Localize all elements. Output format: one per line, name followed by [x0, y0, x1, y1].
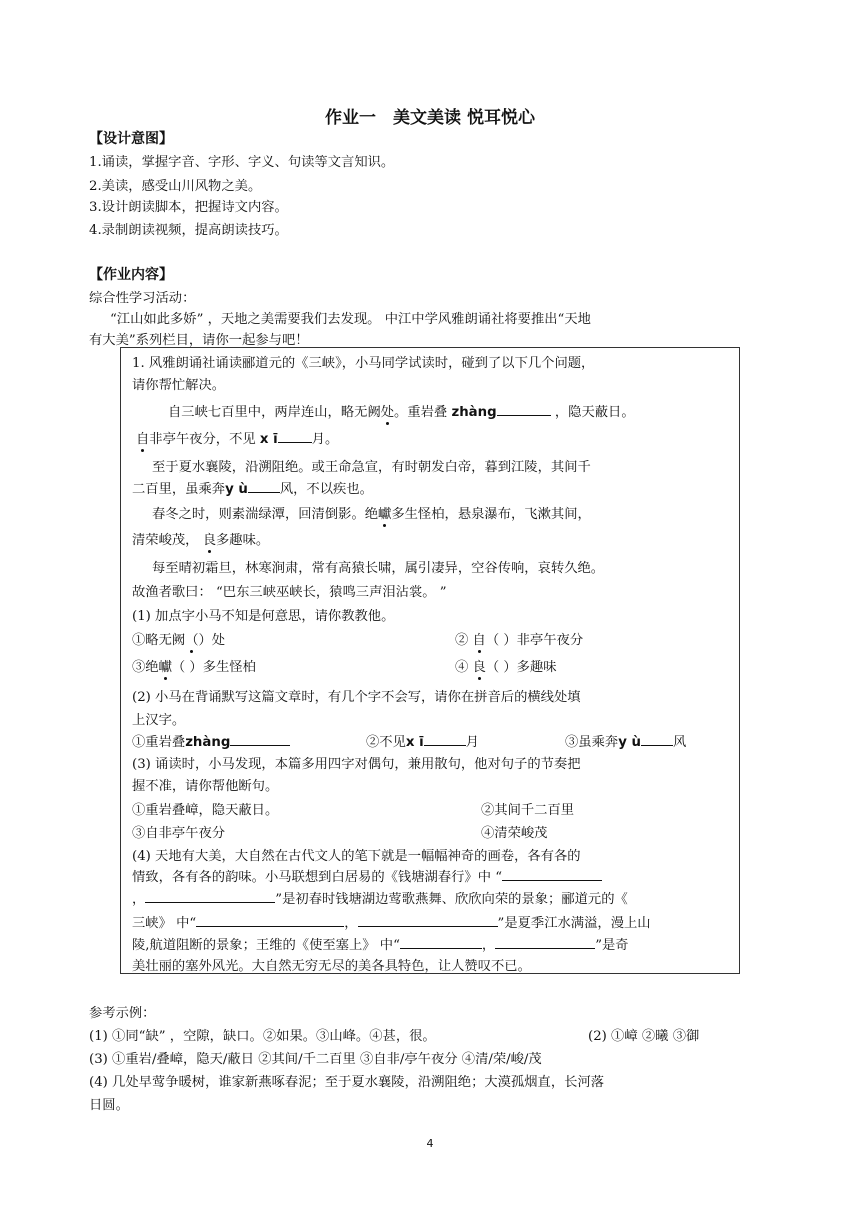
question-1-prompt: 1. 风雅朗诵社诵读郦道元的《三峡》，小马同学试读时，碰到了以下几个问题， [132, 356, 595, 371]
page-title: 作业一 美文美读 悦耳悦心 [325, 108, 535, 128]
answer-1: (1) ①同“缺” ，空隙，缺口。②如果。③山峰。④甚，很。 [89, 1029, 436, 1044]
answer-2: (2) ①嶂 ②曦 ③御 [588, 1029, 700, 1044]
passage-line: 清荣峻茂， 良多趣味。 [132, 533, 270, 548]
sub-question-2-item: ②不见x ī 月 [366, 731, 479, 750]
sub-question-4: (4) 天地有大美，大自然在古代文人的笔下就是一幅幅神奇的画卷，各有各的 [132, 849, 581, 864]
sub-question-4: 美壮丽的塞外风光。大自然无穷无尽的美各具特色，让人赞叹不已。 [132, 959, 531, 974]
passage-line: 至于夏水襄陵，沿溯阻绝。或王命急宣，有时朝发白帝，暮到江陵，其间千 [152, 460, 591, 475]
intro-line: “江山如此多娇” ，天地之美需要我们去发现。 中江中学风雅朗诵社将要推出“天地 [110, 312, 591, 327]
sub-question-2: (2) 小马在背诵默写这篇文章时，有几个字不会写，请你在拼音后的横线处填 [132, 690, 581, 705]
sub-question-1: (1) 加点字小马不知是何意思，请你教教他。 [132, 609, 395, 624]
sub-question-3: 握不准，请你帮他断句。 [132, 779, 279, 794]
answers-label: 参考示例： [89, 1006, 156, 1021]
sub-question-4: ， ”是初春时钱塘湖边莺歌燕舞、欣欣向荣的景象；郦道元的《 [132, 888, 628, 907]
passage-line: 自非亭午夜分，不见 x ī 月。 [136, 428, 338, 447]
design-item-4: 4.录制朗读视频，提高朗读技巧。 [89, 223, 288, 238]
sub-question-3-item: ③自非亭午夜分 [132, 826, 226, 841]
sub-question-2-item: ③虽乘奔y ù 风 [565, 731, 686, 750]
answer-3: (3) ①重岩/叠嶂，隐天/蔽日 ②其间/千二百里 ③自非/亭午夜分 ④清/荣/峻/茂 [89, 1052, 542, 1067]
design-item-3: 3.设计朗读脚本，把握诗文内容。 [89, 200, 288, 215]
intro-line: 综合性学习活动： [89, 291, 196, 306]
sub-question-1-item: ② 自（ ）非亭午夜分 [455, 633, 584, 648]
passage-line: 春冬之时，则素湍绿潭，回清倒影。绝巘多生怪柏，悬泉瀑布，飞漱其间， [152, 507, 591, 522]
sub-question-1-item: ④ 良（ ）多趣味 [455, 660, 557, 675]
sub-question-3: (3) 诵读时，小马发现，本篇多用四字对偶句，兼用散句，他对句子的节奏把 [132, 757, 581, 772]
sub-question-4: 情致，各有各的韵味。小马联想到白居易的《钱塘湖春行》中 “ [132, 866, 602, 885]
sub-question-3-item: ④清荣峻茂 [481, 826, 548, 841]
sub-question-4: 陵,航道阻断的景象；王维的《使至塞上》 中“ ， ”是奇 [132, 934, 629, 953]
intro-line: 有大美”系列栏目，请你一起参与吧！ [89, 333, 309, 348]
design-heading: 【设计意图】 [89, 131, 173, 147]
sub-question-4: 三峡》 中“ ， ”是夏季江水满溢，漫上山 [132, 912, 651, 931]
sub-question-1-item: ①略无阙（）处 [132, 633, 226, 648]
design-item-1: 1.诵读，掌握字音、字形、字义、句读等文言知识。 [89, 155, 395, 170]
answer-4: (4) 几处早莺争暖树，谁家新燕啄春泥；至于夏水襄陵，沿溯阻绝；大漠孤烟直，长河落 [89, 1075, 605, 1090]
sub-question-2: 上汉字。 [132, 713, 186, 728]
sub-question-1-item: ③绝巘（ ）多生怪柏 [132, 660, 256, 675]
design-item-2: 2.美读，感受山川风物之美。 [89, 179, 262, 194]
content-heading: 【作业内容】 [89, 267, 173, 283]
passage-line: 二百里，虽乘奔y ù 风，不以疾也。 [132, 478, 373, 497]
question-1-prompt: 请你帮忙解决。 [132, 378, 226, 393]
sub-question-3-item: ①重岩叠嶂，隐天蔽日。 [132, 803, 279, 818]
answer-4: 日圆。 [89, 1098, 129, 1113]
sub-question-3-item: ②其间千二百里 [481, 803, 575, 818]
page-number: 4 [426, 1137, 434, 1150]
passage-line: 每至晴初霜旦，林寒涧肃，常有高猿长啸，属引凄异，空谷传响，哀转久绝。 [152, 561, 605, 576]
sub-question-2-item: ①重岩叠zhàng [132, 731, 290, 750]
passage-line: 自三峡七百里中，两岸连山，略无阙处。重岩叠 zhàng ，隐天蔽日。 [168, 401, 635, 420]
passage-line: 故渔者歌曰： “巴东三峡巫峡长，猿鸣三声泪沾裳。 ” [132, 585, 447, 600]
